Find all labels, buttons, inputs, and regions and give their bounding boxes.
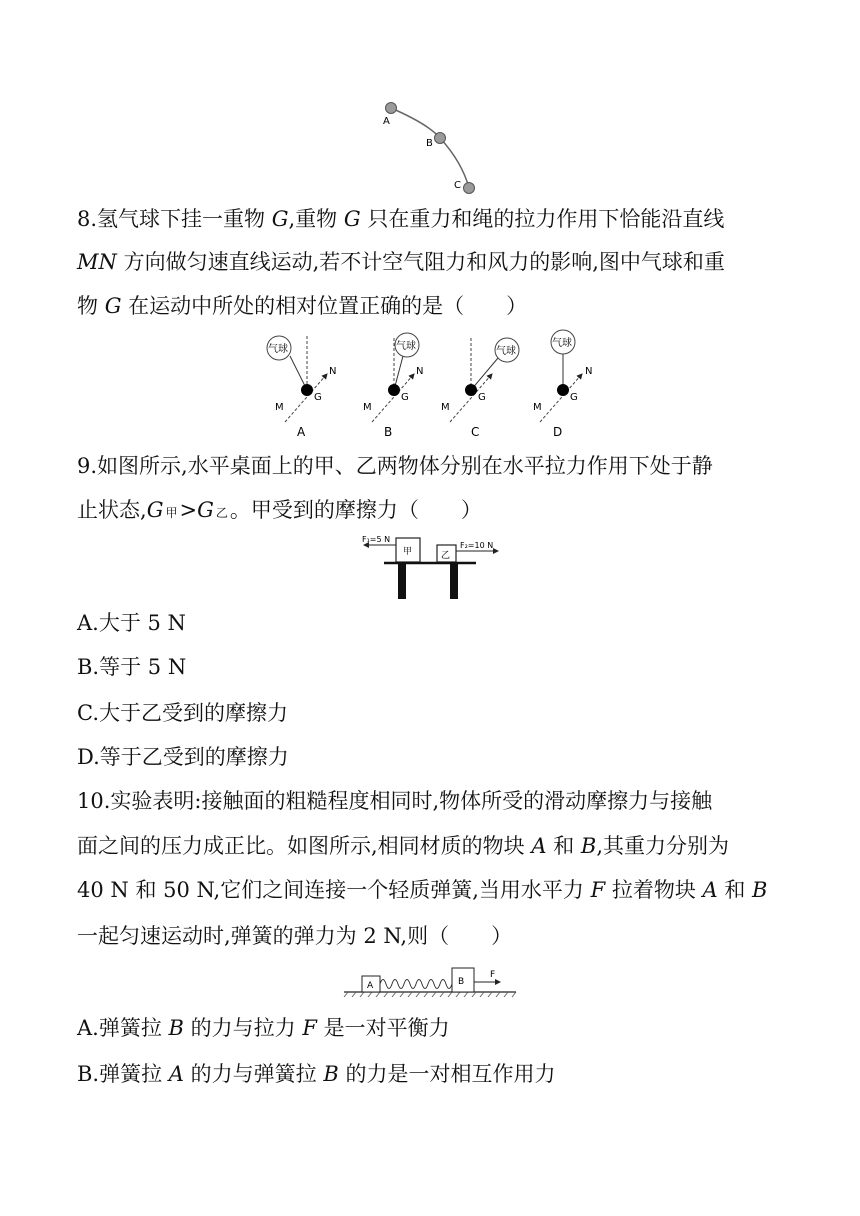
option-c-diagram bbox=[441, 338, 519, 439]
table-figure bbox=[360, 533, 510, 603]
option-b-diagram bbox=[363, 333, 423, 439]
n-label: N bbox=[329, 366, 337, 377]
f2-label: F₂=10 N bbox=[460, 541, 494, 550]
m-label: M bbox=[363, 402, 372, 413]
balloon-label: 气球 bbox=[496, 346, 516, 357]
m-label: M bbox=[275, 402, 284, 413]
n-label: N bbox=[416, 366, 424, 377]
balloon-label: 气球 bbox=[552, 338, 572, 349]
q9-line-1: 9.如图所示,水平桌面上的甲、乙两物体分别在水平拉力作用下处于静 bbox=[77, 454, 713, 478]
arc-label-a: A bbox=[383, 116, 390, 127]
q9-option-a: A.大于 5 N bbox=[77, 611, 186, 635]
block-b-label: B bbox=[458, 977, 465, 987]
yi-label: 乙 bbox=[441, 551, 451, 561]
q9-option-b: B.等于 5 N bbox=[77, 655, 187, 679]
balloon-label: 气球 bbox=[396, 341, 416, 352]
g-label: G bbox=[570, 392, 578, 403]
q8-line-3: 物 G 在运动中所处的相对位置正确的是（ ） bbox=[77, 294, 528, 318]
q9-option-c: C.大于乙受到的摩擦力 bbox=[77, 701, 288, 725]
arc-label-c: C bbox=[454, 180, 461, 191]
q10-line-1: 10.实验表明:接触面的粗糙程度相同时,物体所受的滑动摩擦力与接触 bbox=[77, 789, 713, 813]
jia-label: 甲 bbox=[403, 547, 413, 557]
f1-label: F₁=5 N bbox=[362, 535, 391, 544]
n-label: N bbox=[585, 366, 593, 377]
q10-line-2: 面之间的压力成正比。如图所示,相同材质的物块 A 和 B,其重力分别为 bbox=[77, 834, 730, 858]
q10-option-b: B.弹簧拉 A 的力与弹簧拉 B 的力是一对相互作用力 bbox=[77, 1062, 556, 1086]
block-a-label: A bbox=[367, 981, 374, 991]
m-label: M bbox=[441, 402, 450, 413]
option-c-label: C bbox=[471, 425, 480, 439]
g-label: G bbox=[478, 392, 486, 403]
option-b-label: B bbox=[384, 425, 393, 439]
q8-line-2: MN 方向做匀速直线运动,若不计空气阻力和风力的影响,图中气球和重 bbox=[77, 250, 725, 274]
option-d-diagram bbox=[533, 330, 592, 439]
q9-option-d: D.等于乙受到的摩擦力 bbox=[77, 745, 289, 769]
q10-line-4: 一起匀速运动时,弹簧的弹力为 2 N,则（ ） bbox=[77, 924, 513, 948]
g-label: G bbox=[314, 392, 322, 403]
option-d-label: D bbox=[553, 425, 563, 439]
option-a-label: A bbox=[297, 425, 306, 439]
q10-line-3: 40 N 和 50 N,它们之间连接一个轻质弹簧,当用水平力 F 拉着物块 A 和 B bbox=[77, 878, 768, 902]
balloon-figure bbox=[255, 332, 615, 442]
arc-label-b: B bbox=[426, 138, 433, 149]
arc-figure bbox=[370, 96, 490, 196]
force-f-label: F bbox=[490, 970, 496, 980]
option-a-diagram bbox=[267, 336, 336, 439]
q8-line-1: 8.氢气球下挂一重物 G,重物 G 只在重力和绳的拉力作用下恰能沿直线 bbox=[77, 207, 725, 231]
balloon-label: 气球 bbox=[268, 344, 288, 355]
g-label: G bbox=[401, 392, 409, 403]
spring-figure bbox=[340, 962, 530, 1002]
m-label: M bbox=[533, 402, 542, 413]
q9-line-2: 止状态,G 甲>G 乙。甲受到的摩擦力（ ） bbox=[77, 498, 482, 522]
q10-option-a: A.弹簧拉 B 的力与拉力 F 是一对平衡力 bbox=[77, 1016, 450, 1040]
